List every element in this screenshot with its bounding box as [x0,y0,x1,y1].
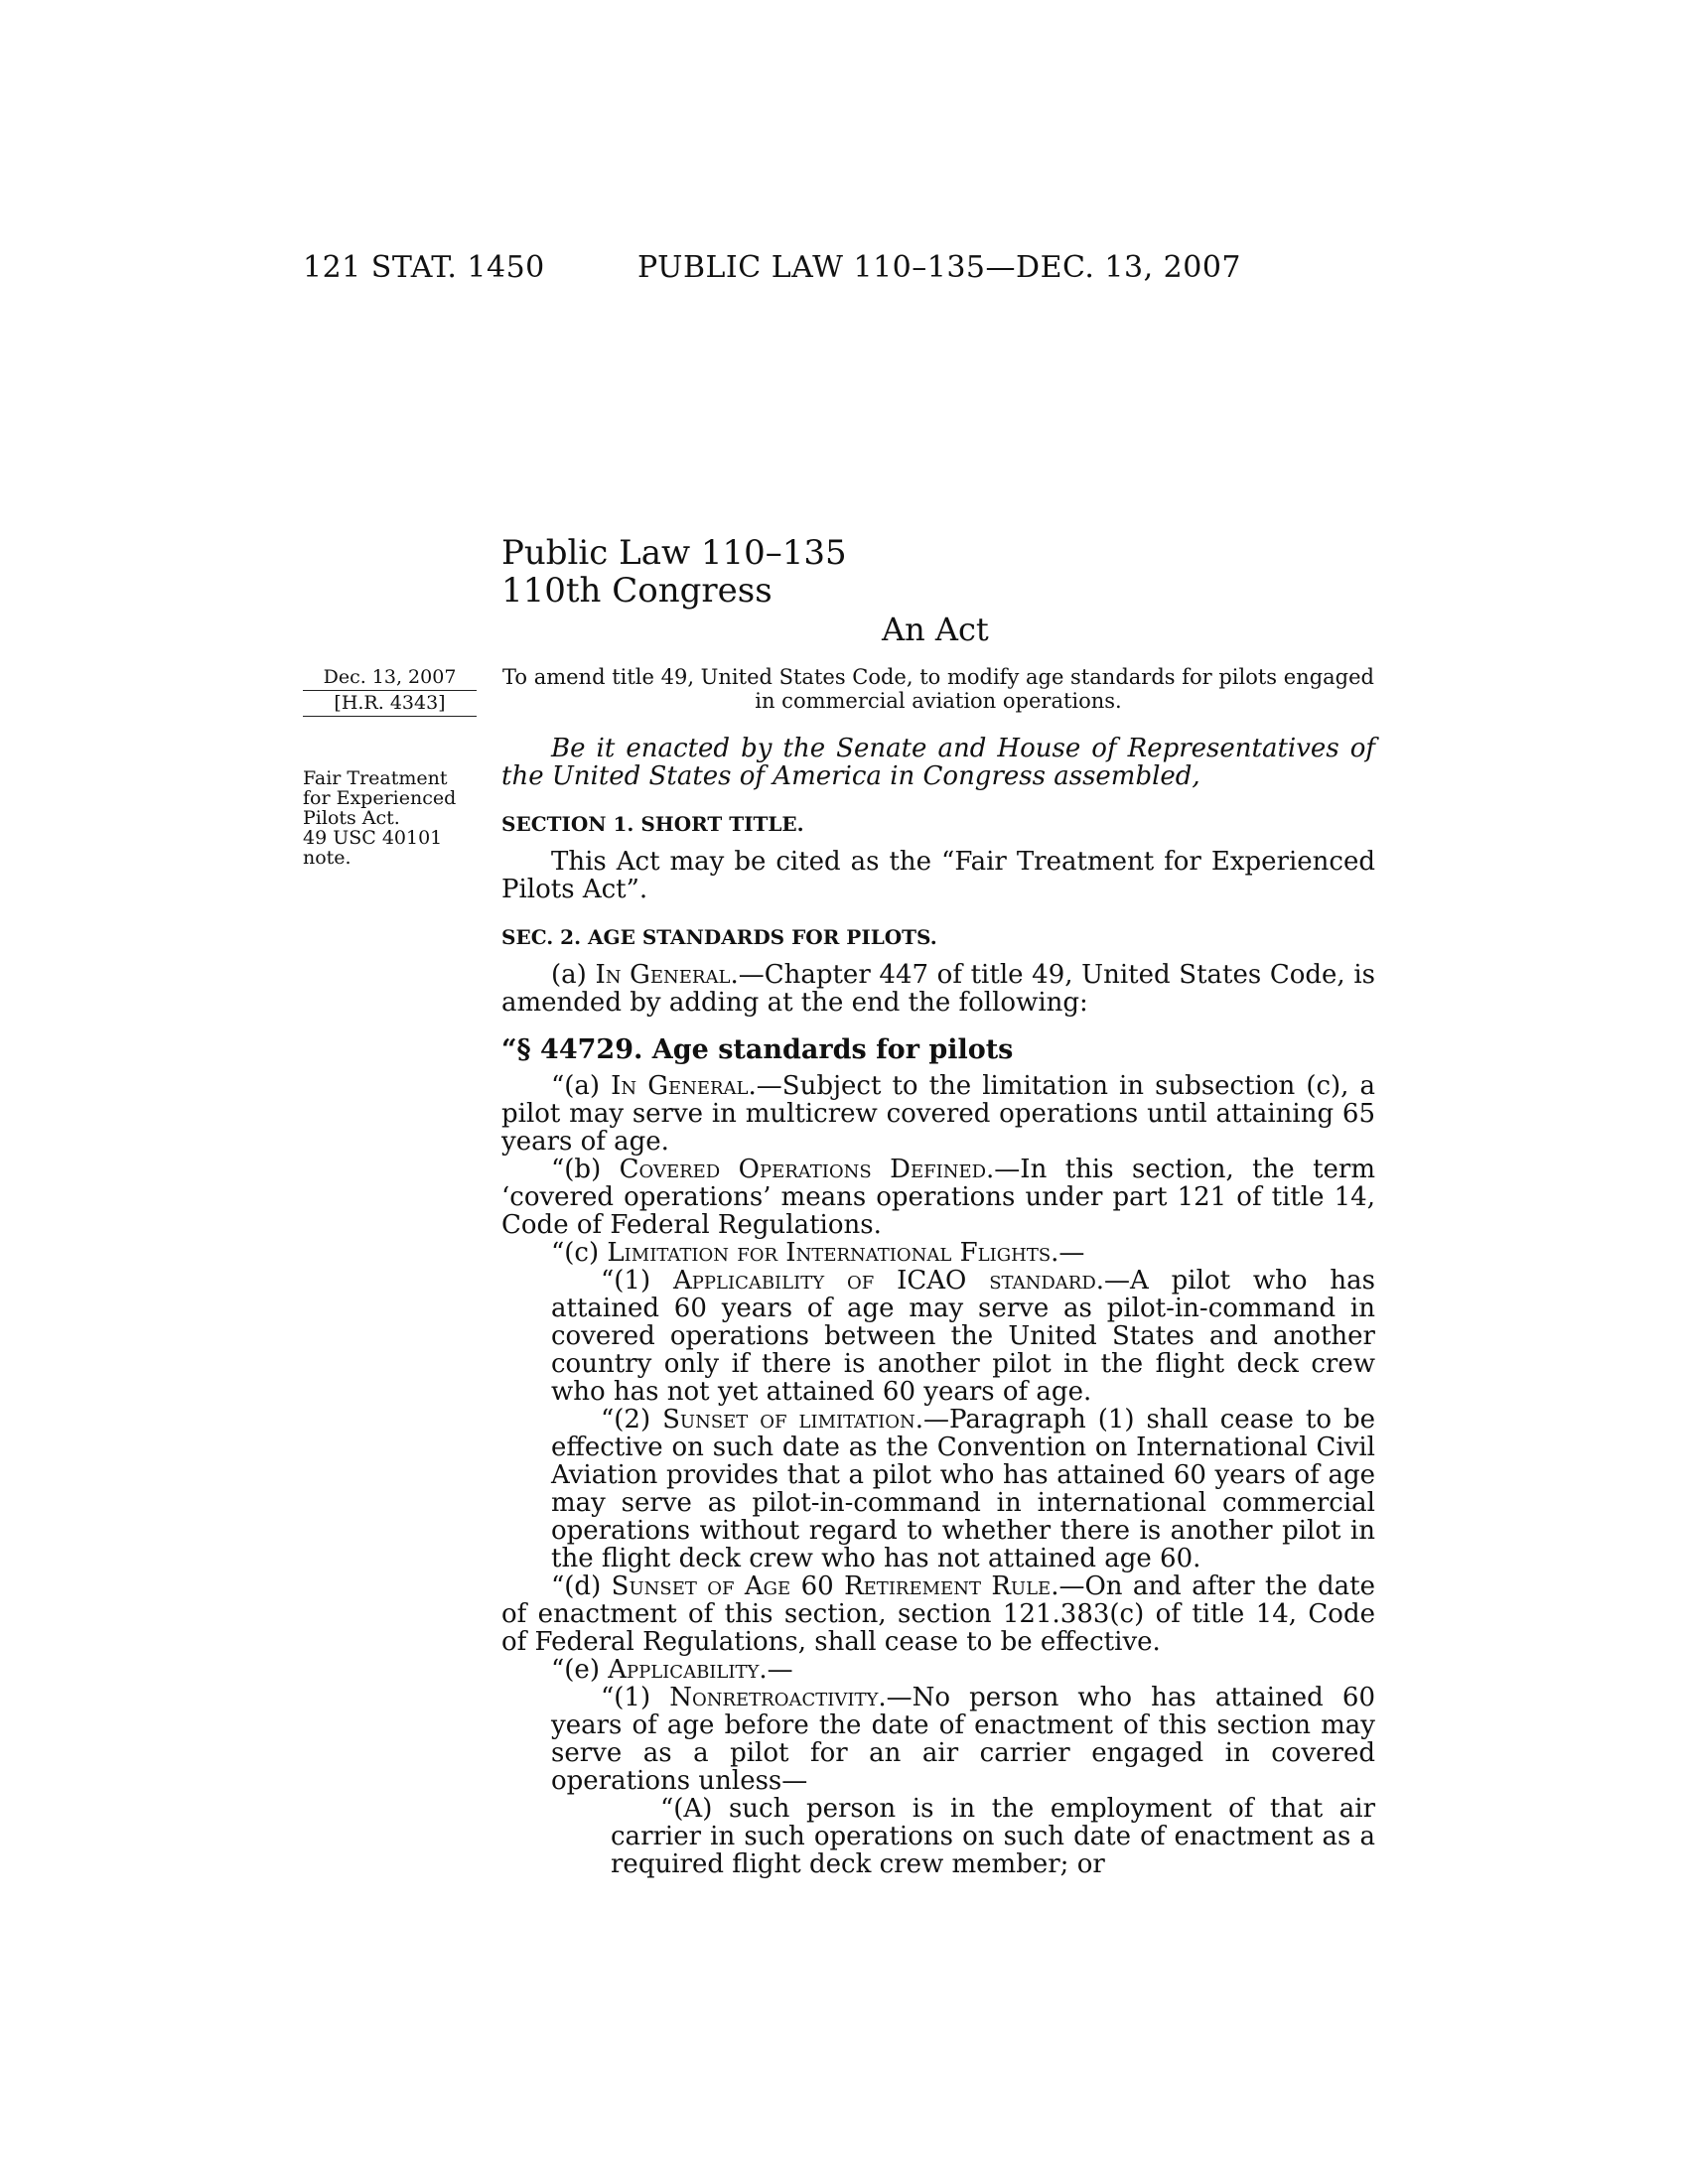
section-2-heading: SEC. 2. AGE STANDARDS FOR PILOTS. [501,925,937,949]
margin-note-line: note. [303,847,352,869]
subparagraph-eA: “(A) such person is in the employment of that air carrier in such operations on such date of enactment as a required flight deck crew member; or [611,1794,1375,1879]
subsection-a: “(a) In General.—Subject to the limitation in subsection (c), a pilot may serve in multicrew covered operations until attaining 65 years of age. [501,1071,1375,1157]
page-stat-citation: 121 STAT. 1450 [303,250,545,285]
margin-note-line: for Experienced [303,787,457,809]
section-44729-heading: “§ 44729. Age standards for pilots [501,1034,1014,1065]
enactment-date-box [303,667,477,719]
paragraph-c1: “(1) Applicability of ICAO standard.—A pilot who has attained 60 years of age may serve as pilot-in-command in covered operations between the United States and another country only if there is another pilot in the flight deck crew who has not yet attained 60 years of age. [551,1266,1376,1407]
section-2-subsection-a: (a) In General.—Chapter 447 of title 49, United States Code, is amended by adding at the end the following: [501,960,1376,1018]
paragraph-c2: “(2) Sunset of limitation.—Paragraph (1) shall cease to be effective on such date as the Convention on International Civil Aviation provides that a pilot who has attained 60 years of age may serve as pilot-in-command in international commercial operations without regard to whether there is another pilot in the flight deck crew who has not attained age 60. [551,1405,1376,1573]
enacting-clause: Be it enacted by the Senate and House of Representatives of the United States of America in Congress assembled, [501,734,1375,791]
margin-note-line: Fair Treatment [303,767,448,789]
section-1-heading: SECTION 1. SHORT TITLE. [501,812,804,836]
divider [303,690,477,691]
margin-note-line: Pilots Act. [303,807,400,829]
public-law-number: Public Law 110–135 [501,533,847,573]
margin-note-line: 49 USC 40101 [303,827,443,849]
subsection-b: “(b) Covered Operations Defined.—In this section, the term ‘covered operations’ means operations under part 121 of title 14, Code of Federal Regulations. [501,1155,1376,1240]
subsection-c: “(c) Limitation for International Flights.— [551,1238,1085,1268]
act-heading: An Act [882,611,989,648]
paragraph-e1: “(1) Nonretroactivity.—No person who has attained 60 years of age before the date of enactment of this section may serve as a pilot for an air carrier engaged in covered operations unless— [551,1683,1375,1796]
section-1-text: This Act may be cited as the “Fair Treatment for Experienced Pilots Act”. [501,847,1375,904]
subsection-e: “(e) Applicability.— [551,1655,793,1685]
enactment-date: Dec. 13, 2007 [323,666,457,688]
act-body [501,735,1375,1878]
congress-number: 110th Congress [501,571,773,611]
bill-number: [H.R. 4343] [334,692,446,714]
margin-note [303,768,477,868]
subsection-d: “(d) Sunset of Age 60 Retirement Rule.—On and after the date of enactment of this section, section 121.383(c) of title 14, Code of Federal Regulations, shall cease to be effective. [501,1571,1375,1657]
divider [303,716,477,717]
act-purpose: To amend title 49, United States Code, to modify age standards for pilots engaged in commercial aviation operations. [502,665,1374,713]
running-header: PUBLIC LAW 110–135—DEC. 13, 2007 [637,250,1242,285]
